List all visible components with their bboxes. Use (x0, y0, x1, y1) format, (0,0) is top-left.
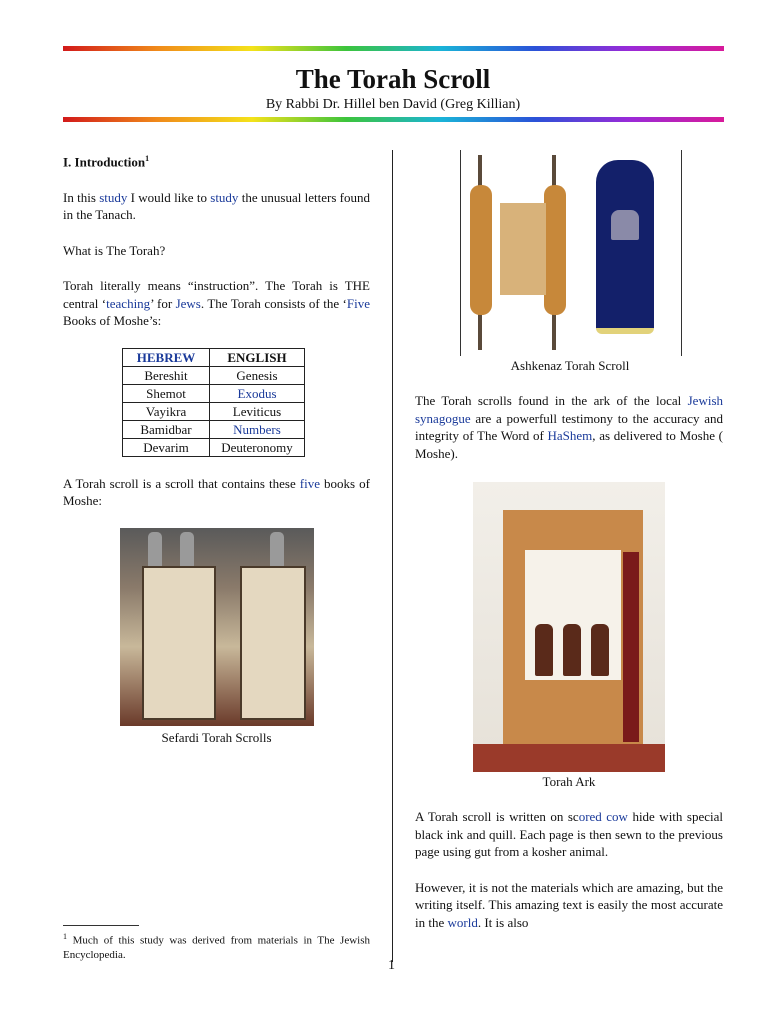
question-paragraph: What is The Torah? (63, 242, 166, 258)
footnote-text: Much of this study was derived from materials in The Jewish Encyclopedia. (63, 934, 370, 961)
section-heading: I. Introduction$^1$ (63, 154, 150, 170)
footnote (63, 930, 370, 962)
footnote-ref[interactable]: 1 (145, 154, 150, 163)
table-header-row (123, 348, 305, 366)
scroll-roll (544, 185, 566, 315)
table-row (123, 438, 305, 456)
torah-definition-paragraph: Torah literally means “instruction”. The Torah is THE central ‘teaching’ for Jews. The Torah consists of the ‘Five Books of Moshe’s: (63, 278, 370, 329)
link-numbers[interactable]: Numbers (210, 420, 305, 438)
ark-curtain (623, 552, 639, 742)
rainbow-rule-bottom (63, 117, 724, 122)
column-divider (392, 150, 393, 962)
books-table (122, 348, 305, 457)
table-row (123, 366, 305, 384)
table-row (123, 402, 305, 420)
link-study-2[interactable]: study (210, 189, 239, 205)
right-column-top (415, 392, 723, 480)
sefardi-scrolls-image (120, 528, 314, 726)
cell-english: Genesis (210, 366, 305, 384)
ark-scroll (535, 624, 553, 676)
column-header-hebrew: HEBREW (123, 348, 210, 366)
footnote-number: 1 (63, 932, 67, 941)
intro-paragraph: In this study I would like to study the unusual letters found in the Tanach. (63, 189, 371, 223)
link-jewish-synagogue[interactable]: Jewish synagogue (415, 393, 723, 426)
page-title: The Torah Scroll (295, 64, 491, 94)
tablets-emblem (611, 210, 639, 240)
link-teaching[interactable]: teaching (106, 295, 151, 311)
link-exodus[interactable]: Exodus (210, 384, 305, 402)
rainbow-rule-top (63, 46, 724, 51)
page-number: 1 (388, 958, 395, 973)
scroll-parchment (500, 203, 546, 295)
cell-english: Leviticus (210, 402, 305, 420)
link-world[interactable]: world (447, 914, 478, 930)
link-hashem[interactable]: HaShem (547, 428, 593, 443)
ark-scroll (563, 624, 581, 676)
ark-scroll (591, 624, 609, 676)
link-scored-cow[interactable]: ored cow (578, 809, 628, 824)
sefardi-caption: Sefardi Torah Scrolls (161, 729, 272, 745)
ashkenaz-scroll-image (470, 155, 580, 350)
link-study-1[interactable]: study (99, 189, 128, 205)
footnote-rule (63, 925, 139, 926)
velvet-mantle-image (596, 160, 654, 334)
cell-hebrew: Bamidbar (123, 420, 210, 438)
accuracy-paragraph: However, it is not the materials which are amazing, but the writing itself. This amazing text is easily the most accurate in the world. It is also (415, 879, 723, 930)
link-five-books[interactable]: five (299, 475, 320, 491)
link-jews[interactable]: Jews (175, 295, 201, 311)
ark-floor (473, 744, 665, 772)
table-row (123, 420, 305, 438)
ashkenaz-caption: Ashkenaz Torah Scroll (510, 358, 630, 373)
cell-hebrew: Shemot (123, 384, 210, 402)
left-column (63, 150, 370, 746)
writing-paragraph: A Torah scroll is written on scored cow hide with special black ink and quill. Each page is then sewn to the previous page using gut from a kosher animal. (415, 809, 723, 859)
cell-hebrew: Bereshit (123, 366, 210, 384)
scroll-roll (470, 185, 492, 315)
cell-hebrew: Devarim (123, 438, 210, 456)
torah-ark-image (473, 482, 665, 772)
cell-hebrew: Vayikra (123, 402, 210, 420)
ark-paragraph: The Torah scrolls found in the ark of the local Jewish synagogue are a powerfull testimony to the accuracy and integrity of The Word of HaShem, as delivered to Moshe ( Moshe). (415, 393, 723, 461)
right-column-bottom (415, 808, 723, 949)
scroll-case (240, 566, 306, 720)
scroll-case (142, 566, 216, 720)
ark-caption: Torah Ark (542, 774, 596, 789)
byline: By Rabbi Dr. Hillel ben David (Greg Killian) (265, 97, 521, 112)
column-header-english: ENGLISH (210, 348, 305, 366)
cell-english: Deuteronomy (210, 438, 305, 456)
table-row (123, 384, 305, 402)
scroll-paragraph: A Torah scroll is a scroll that contains these five books of Moshe: (63, 475, 370, 509)
link-five[interactable]: Five (346, 295, 370, 311)
